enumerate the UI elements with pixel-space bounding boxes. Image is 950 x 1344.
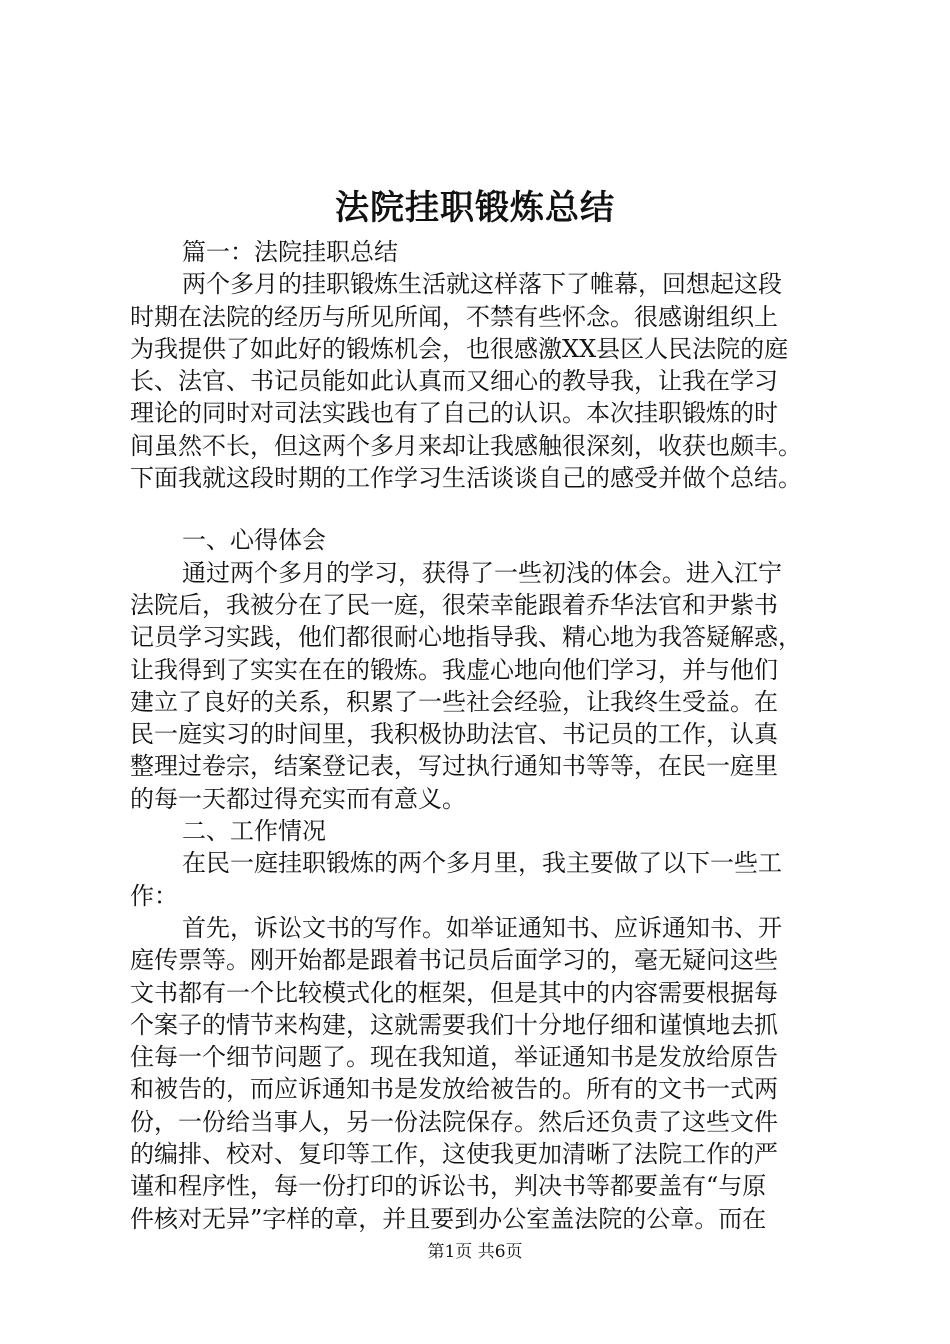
paragraph-line: 下面我就这段时期的工作学习生活谈谈自己的感受并做个总结。 [130,464,802,493]
paragraph-line: 理论的同时对司法实践也有了自己的认识。本次挂职锻炼的时 [130,399,778,428]
paragraph-line: 两个多月的挂职锻炼生活就这样落下了帷幕，回想起这段 [182,270,782,299]
paragraph-line: 为我提供了如此好的锻炼机会，也很感激XX县区人民法院的庭 [130,334,789,363]
section-heading: 一、心得体会 [182,526,326,555]
paragraph-line: 的编排、校对、复印等工作，这使我更加清晰了法院工作的严 [130,1140,778,1169]
document-title: 法院挂职锻炼总结 [335,188,615,228]
paragraph-line: 长、法官、书记员能如此认真而又细心的教导我，让我在学习 [130,367,778,396]
paragraph-line: 份，一份给当事人，另一份法院保存。然后还负责了这些文件 [130,1107,778,1136]
paragraph-line: 整理过卷宗，结案登记表，写过执行通知书等等，在民一庭里 [130,752,778,781]
paragraph-line: 建立了良好的关系，积累了一些社会经验，让我终生受益。在 [130,687,778,716]
paragraph-line: 的每一天都过得充实而有意义。 [130,784,466,813]
paragraph-line: 住每一个细节问题了。现在我知道，举证通知书是发放给原告 [130,1043,778,1072]
page-number-footer: 第1页 共6页 [427,1242,523,1262]
paragraph-line: 和被告的，而应诉通知书是发放给被告的。所有的文书一式两 [130,1075,778,1104]
paragraph-line: 通过两个多月的学习，获得了一些初浅的体会。进入江宁 [182,558,782,587]
paragraph-line: 让我得到了实实在在的锻炼。我虚心地向他们学习，并与他们 [130,655,778,684]
paragraph-line: 首先，诉讼文书的写作。如举证通知书、应诉通知书、开 [182,913,782,942]
paragraph-line: 件核对无异”字样的章，并且要到办公室盖法院的公章。而在 [130,1204,767,1233]
paragraph-line: 谨和程序性，每一份打印的诉讼书，判决书等都要盖有“与原 [130,1172,767,1201]
paragraph-line: 文书都有一个比较模式化的框架，但是其中的内容需要根据每 [130,978,778,1007]
section-heading: 篇一：法院挂职总结 [182,238,398,266]
paragraph-line: 在民一庭挂职锻炼的两个多月里，我主要做了以下一些工 [182,849,782,878]
paragraph-line: 民一庭实习的时间里，我积极协助法官、书记员的工作，认真 [130,720,778,749]
document-body [130,236,830,1235]
paragraph-line: 庭传票等。刚开始都是跟着书记员后面学习的，毫无疑问这些 [130,946,778,975]
section-heading: 二、工作情况 [182,817,326,846]
paragraph-line: 时期在法院的经历与所见所闻，不禁有些怀念。很感谢组织上 [130,302,778,331]
paragraph-line: 法院后，我被分在了民一庭，很荣幸能跟着乔华法官和尹紫书 [130,590,778,619]
paragraph-line: 记员学习实践，他们都很耐心地指导我、精心地为我答疑解惑， [130,623,802,652]
paragraph-line: 间虽然不长，但这两个多月来却让我感触很深刻，收获也颇丰。 [130,431,802,460]
paragraph-line: 作： [130,881,178,910]
paragraph-line: 个案子的情节来构建，这就需要我们十分地仔细和谨慎地去抓 [130,1010,778,1039]
paragraph-gap [130,494,830,524]
